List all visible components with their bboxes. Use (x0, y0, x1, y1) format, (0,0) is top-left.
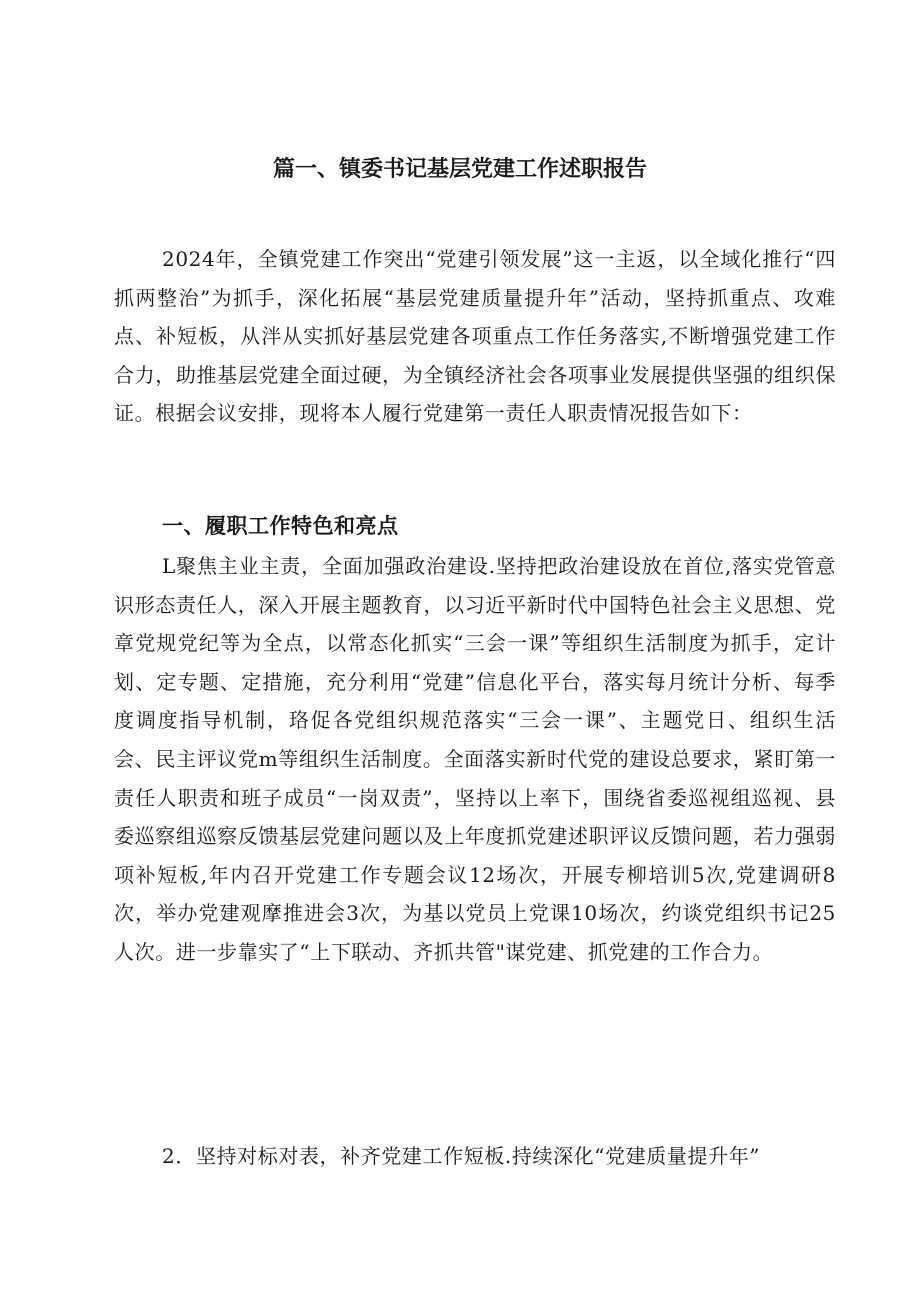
item-2-paragraph: 2．坚持对标对表，补齐党建工作短板.持续深化“党建质量提升年” (162, 1144, 761, 1168)
section-heading: 一、履职工作特色和亮点 (162, 514, 399, 538)
item-1-paragraph: L聚焦主业主责，全面加强政治建设.坚持把政治建设放在首位,落实党管意识形态责任人，深入开展主题教育，以习近平新时代中国特色社会主义思想、党章党规党纪等为全点，以常态化抓实“三会一课”等组织生活制度为抓手，定计划、定专题、定措施，充分利用“党建”信息化平台，落实每月统计分析、每季度调度指导机制，珞促各党组织规范落实“三会一课”、主题党日、组织生活会、民主评议党m等组织生活制度。全面落实新时代党的建设总要求，紧盯第一责任人职责和班子成员“一岗双责”，坚持以上率下，围绕省委巡视组巡视、县委巡察组巡察反馈基层党建问题以及上年度抓党建述职评议反馈问题，若力强弱项补短板,年内召开党建工作专题会议12场次，开展专柳培训5次,党建调研8次，举办党建观摩推进会3次，为基以党员上党课10场次，约谈党组织书记25人次。进一步靠实了“上下联动、齐抓共管"谋党建、抓党建的工作合力。 (114, 554, 836, 964)
intro-paragraph: 2024年，全镇党建工作突出“党建引领发展”这一主返，以全域化推行“四抓两整治”为抓手，深化拓展“基层党建质量提升年”活动，坚持抓重点、攻难点、补短板，从泮从实抓好基层党建各项重点工作任务落实,不断增强党建工作合力，助推基层党建全面过硬，为全镇经济社会各项事业发展提供坚强的组织保证。根据会议安排，现将本人履行党建第一责任人职责情况报告如下： (114, 247, 836, 426)
document-title: 篇一、镇委书记基层党建工作述职报告 (272, 157, 647, 182)
